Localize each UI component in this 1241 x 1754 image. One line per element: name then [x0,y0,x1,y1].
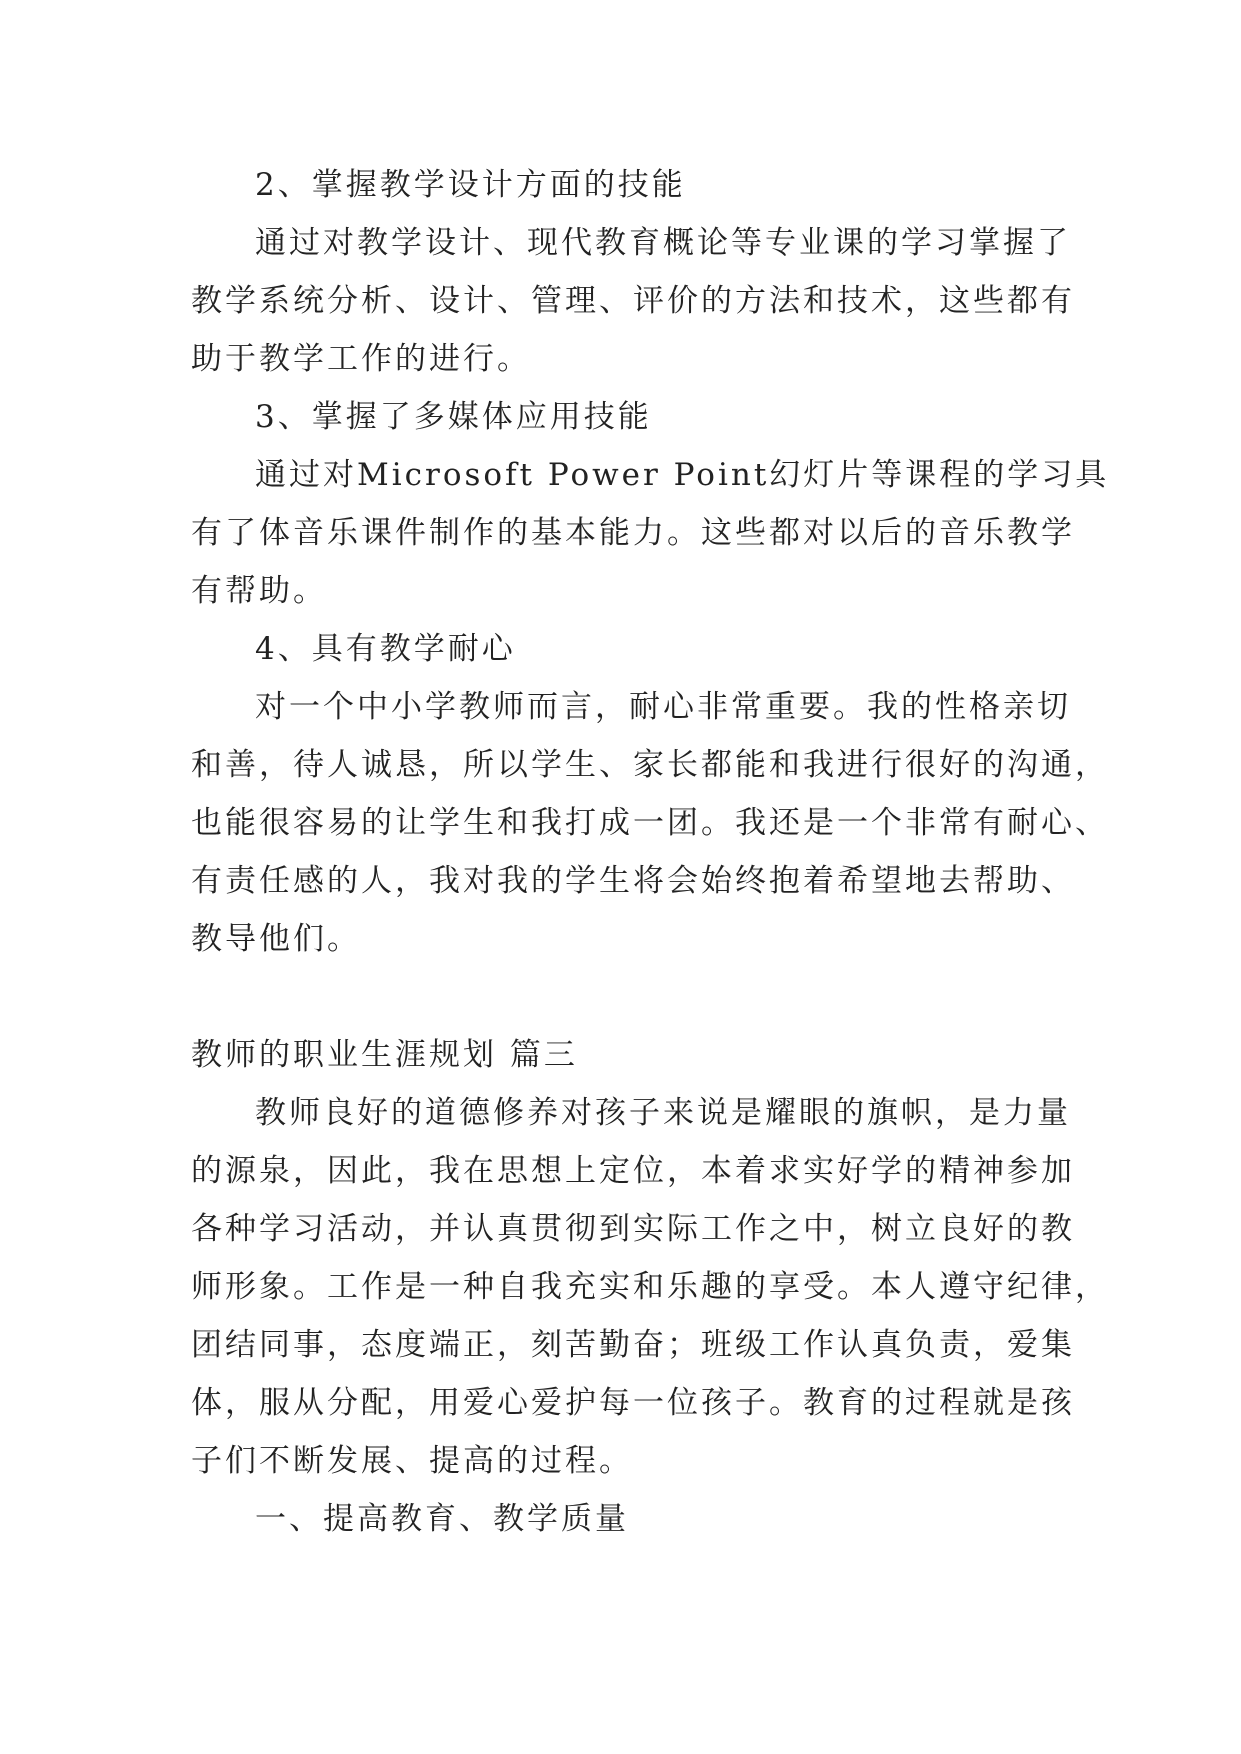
paragraph-line: 也能很容易的让学生和我打成一团。我还是一个非常有耐心、 [191,805,1109,841]
paragraph-line: 教导他们。 [191,921,361,957]
paragraph-line: 各种学习活动，并认真贯彻到实际工作之中，树立良好的教 [191,1211,1075,1247]
paragraph-line: 子们不断发展、提高的过程。 [191,1443,633,1479]
paragraph-line: 通过对教学设计、现代教育概论等专业课的学习掌握了 [255,225,1071,261]
paragraph-line: 教师良好的道德修养对孩子来说是耀眼的旗帜，是力量 [255,1095,1071,1131]
section-heading-1: 一、提高教育、教学质量 [255,1501,629,1537]
paragraph-line: 通过对Microsoft Power Point幻灯片等课程的学习具 [255,457,1110,493]
paragraph-line: 对一个中小学教师而言，耐心非常重要。我的性格亲切 [255,689,1071,725]
paragraph-line: 有了体音乐课件制作的基本能力。这些都对以后的音乐教学 [191,515,1075,551]
section-heading-3: 3、掌握了多媒体应用技能 [255,399,652,435]
paragraph-line: 有责任感的人，我对我的学生将会始终抱着希望地去帮助、 [191,863,1075,899]
paragraph-line: 的源泉，因此，我在思想上定位，本着求实好学的精神参加 [191,1153,1075,1189]
paragraph-line: 体，服从分配，用爱心爱护每一位孩子。教育的过程就是孩 [191,1385,1075,1421]
paragraph-line: 师形象。工作是一种自我充实和乐趣的享受。本人遵守纪律， [191,1269,1109,1305]
paragraph-line: 团结同事，态度端正，刻苦勤奋；班级工作认真负责，爱集 [191,1327,1075,1363]
section-heading-2: 2、掌握教学设计方面的技能 [255,167,686,203]
section-heading-4: 4、具有教学耐心 [255,631,516,667]
paragraph-line: 和善，待人诚恳，所以学生、家长都能和我进行很好的沟通， [191,747,1109,783]
paragraph-line: 教学系统分析、设计、管理、评价的方法和技术，这些都有 [191,283,1075,319]
paragraph-line: 助于教学工作的进行。 [191,341,531,377]
paragraph-line: 有帮助。 [191,573,327,609]
article-title: 教师的职业生涯规划 篇三 [191,1037,578,1073]
